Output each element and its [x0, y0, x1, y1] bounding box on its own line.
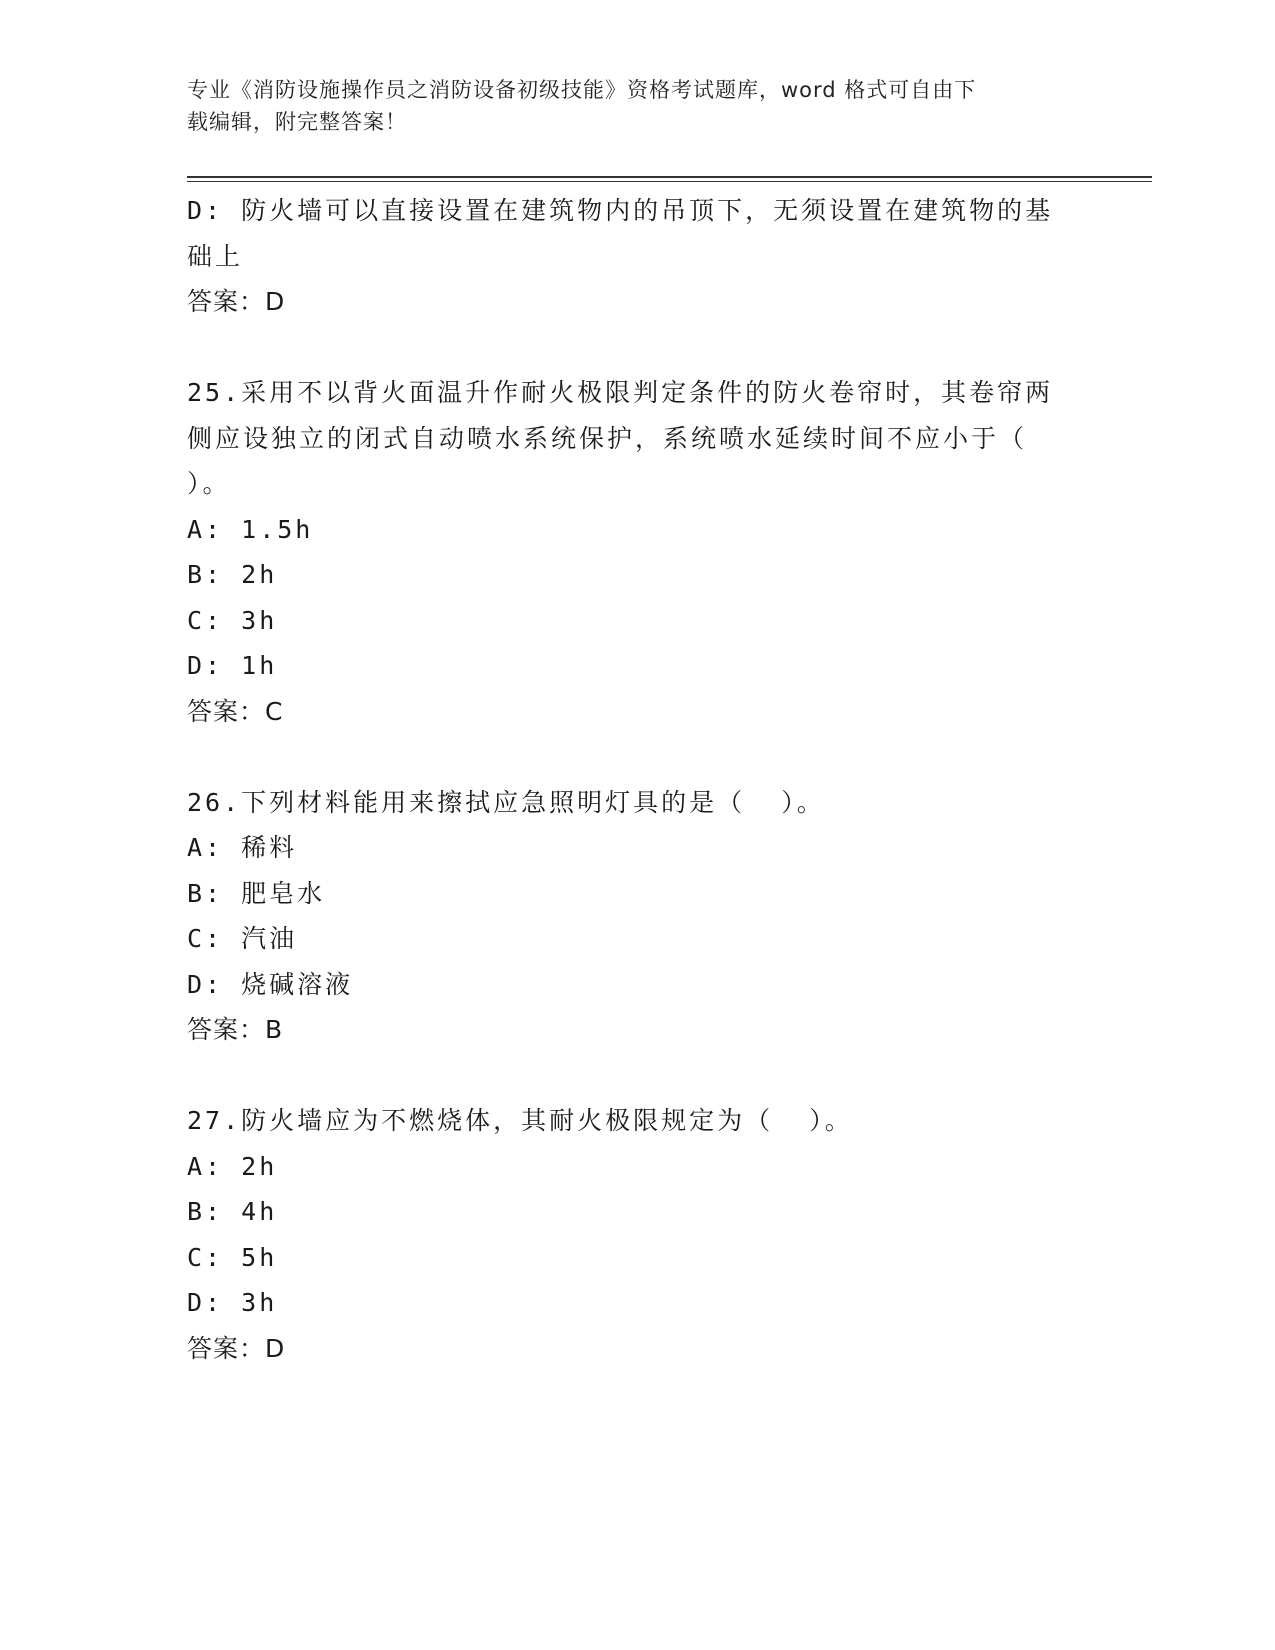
question-stem-line: ）。	[187, 469, 231, 498]
option-d: D: 3h	[187, 1288, 278, 1317]
option-c: C: 5h	[187, 1242, 278, 1272]
option-d: D: 烧碱溶液	[187, 969, 354, 999]
question-stem-line: 27.防火墙应为不燃烧体，其耐火极限规定为（ ）。	[187, 1106, 853, 1135]
option-b: B: 2h	[187, 560, 278, 589]
question-stem-line: 25.采用不以背火面温升作耐火极限判定条件的防火卷帘时，其卷帘两	[187, 378, 1054, 407]
header-divider-thick	[187, 176, 1152, 178]
option-b: B: 4h	[187, 1197, 278, 1226]
answer-line: 答案：B	[187, 1015, 284, 1044]
previous-question-tail	[187, 188, 1087, 325]
question-26	[187, 780, 1087, 1053]
answer-line: 答案：C	[187, 696, 284, 726]
document-header	[187, 74, 1087, 138]
document-body	[187, 188, 1087, 1371]
option-d: D: 1h	[187, 651, 278, 680]
answer-line: 答案：D	[187, 287, 286, 316]
option-c: C: 3h	[187, 605, 278, 635]
option-a: A: 2h	[187, 1151, 278, 1181]
option-c: C: 汽油	[187, 924, 298, 953]
question-27	[187, 1098, 1087, 1371]
header-divider-thin	[187, 181, 1152, 182]
header-line-1: 专业《消防设施操作员之消防设备初级技能》资格考试题库，word 格式可自由下	[187, 78, 977, 102]
option-d-line-1: D: 防火墙可以直接设置在建筑物内的吊顶下，无须设置在建筑物的基	[187, 196, 1054, 225]
option-a: A: 1.5h	[187, 514, 314, 544]
question-25	[187, 370, 1087, 734]
answer-line: 答案：D	[187, 1333, 286, 1363]
question-stem-line: 侧应设独立的闭式自动喷水系统保护，系统喷水延续时间不应小于（	[187, 423, 1028, 453]
option-b: B: 肥皂水	[187, 878, 326, 908]
option-a: A: 稀料	[187, 833, 298, 862]
question-stem-line: 26.下列材料能用来擦拭应急照明灯具的是（ ）。	[187, 787, 825, 817]
header-line-2: 载编辑，附完整答案！	[187, 110, 407, 134]
option-d-line-2: 础上	[187, 241, 244, 271]
